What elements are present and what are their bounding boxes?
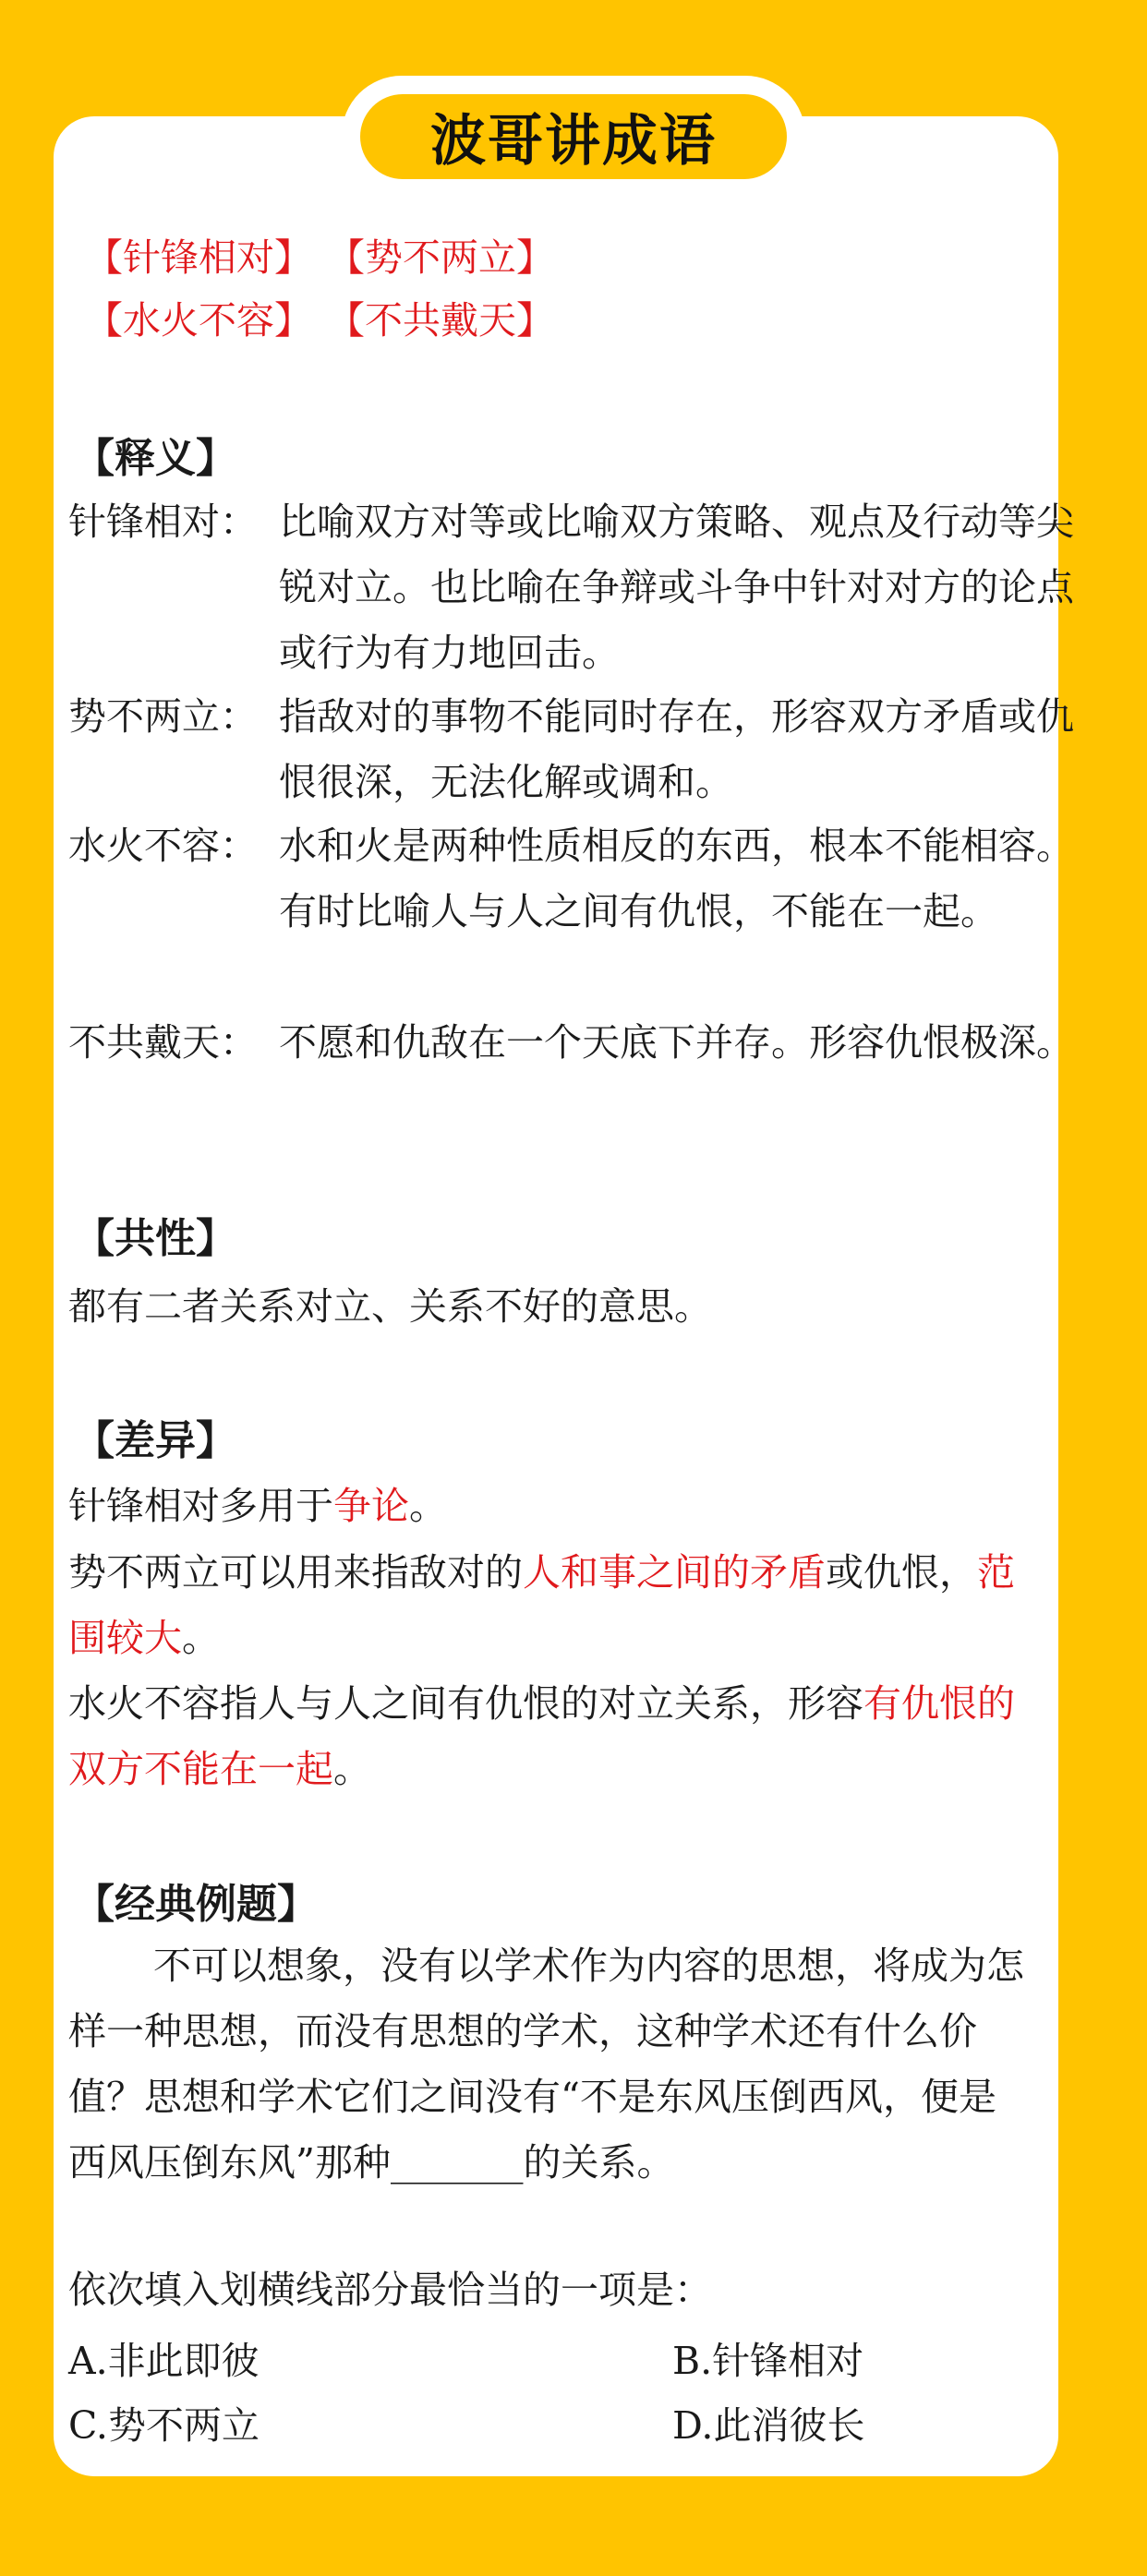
example-passage: 不可以想象，没有以学术作为内容的思想，将成为怎样一种思想，而没有思想的学术，这种学术还有什么价值？思想和学术它们之间没有“不是东风压倒西风，便是西风压倒东风”那种_______的关系。 [68,1944,1024,2185]
difference-highlight: 有仇恨的双方不能在一起 [68,1681,1015,1791]
difference-paragraph-3 [68,1671,1029,1802]
option-b: B.针锋相对 [672,2339,864,2383]
difference-text: 水火不容指人与人之间有仇恨的对立关系，形容 [68,1681,863,1726]
page-title: 波哥讲成语 [360,94,787,179]
difference-paragraph-2 [68,1540,1029,1671]
commonality-text: 都有二者关系对立、关系不好的意思。 [68,1284,712,1329]
definition-term: 针锋相对： [68,500,258,544]
idiom-1: 【针锋相对】 [85,235,312,280]
difference-text: 。 [182,1616,220,1660]
difference-text: 针锋相对多用于 [68,1484,333,1528]
option-c: C.势不两立 [68,2403,260,2448]
example-question: 依次填入划横线部分最恰当的一项是： [68,2268,712,2312]
difference-highlight: 争论 [333,1484,409,1528]
definition-term: 势不两立： [68,694,258,739]
definition-text: 水和火是两种性质相反的东西，根本不能相容。有时比喻人与人之间有仇恨，不能在一起。 [279,824,1074,933]
difference-text: 。 [409,1484,447,1528]
example-heading: 【经典例题】 [74,1881,318,1928]
definition-term: 水火不容： [68,824,258,868]
definition-term: 不共戴天： [68,1020,258,1065]
option-d: D.此消彼长 [672,2403,865,2448]
definition-text: 指敌对的事物不能同时存在，形容双方矛盾或仇恨很深，无法化解或调和。 [279,694,1074,804]
commonality-heading: 【共性】 [74,1215,236,1262]
definition-text: 不愿和仇敌在一个天底下并存。形容仇恨极深。 [279,1020,1074,1065]
idiom-3: 【水火不容】 [85,298,312,343]
difference-highlight: 人和事之间的矛盾 [523,1550,826,1595]
definition-heading: 【释义】 [74,435,236,482]
option-a: A.非此即彼 [68,2339,260,2383]
definition-text: 比喻双方对等或比喻双方策略、观点及行动等尖锐对立。也比喻在争辩或斗争中针对对方的论点或行为有力地回击。 [279,500,1074,675]
difference-heading: 【差异】 [74,1417,236,1464]
difference-text: 。 [333,1747,371,1791]
difference-text: 或仇恨， [826,1550,977,1595]
idiom-4: 【不共戴天】 [327,298,554,343]
difference-highlight: 范围较大 [68,1550,1015,1660]
difference-text: 势不两立可以用来指敌对的 [68,1550,523,1595]
difference-paragraph-1 [68,1474,1029,1539]
idiom-2: 【势不两立】 [327,235,554,280]
